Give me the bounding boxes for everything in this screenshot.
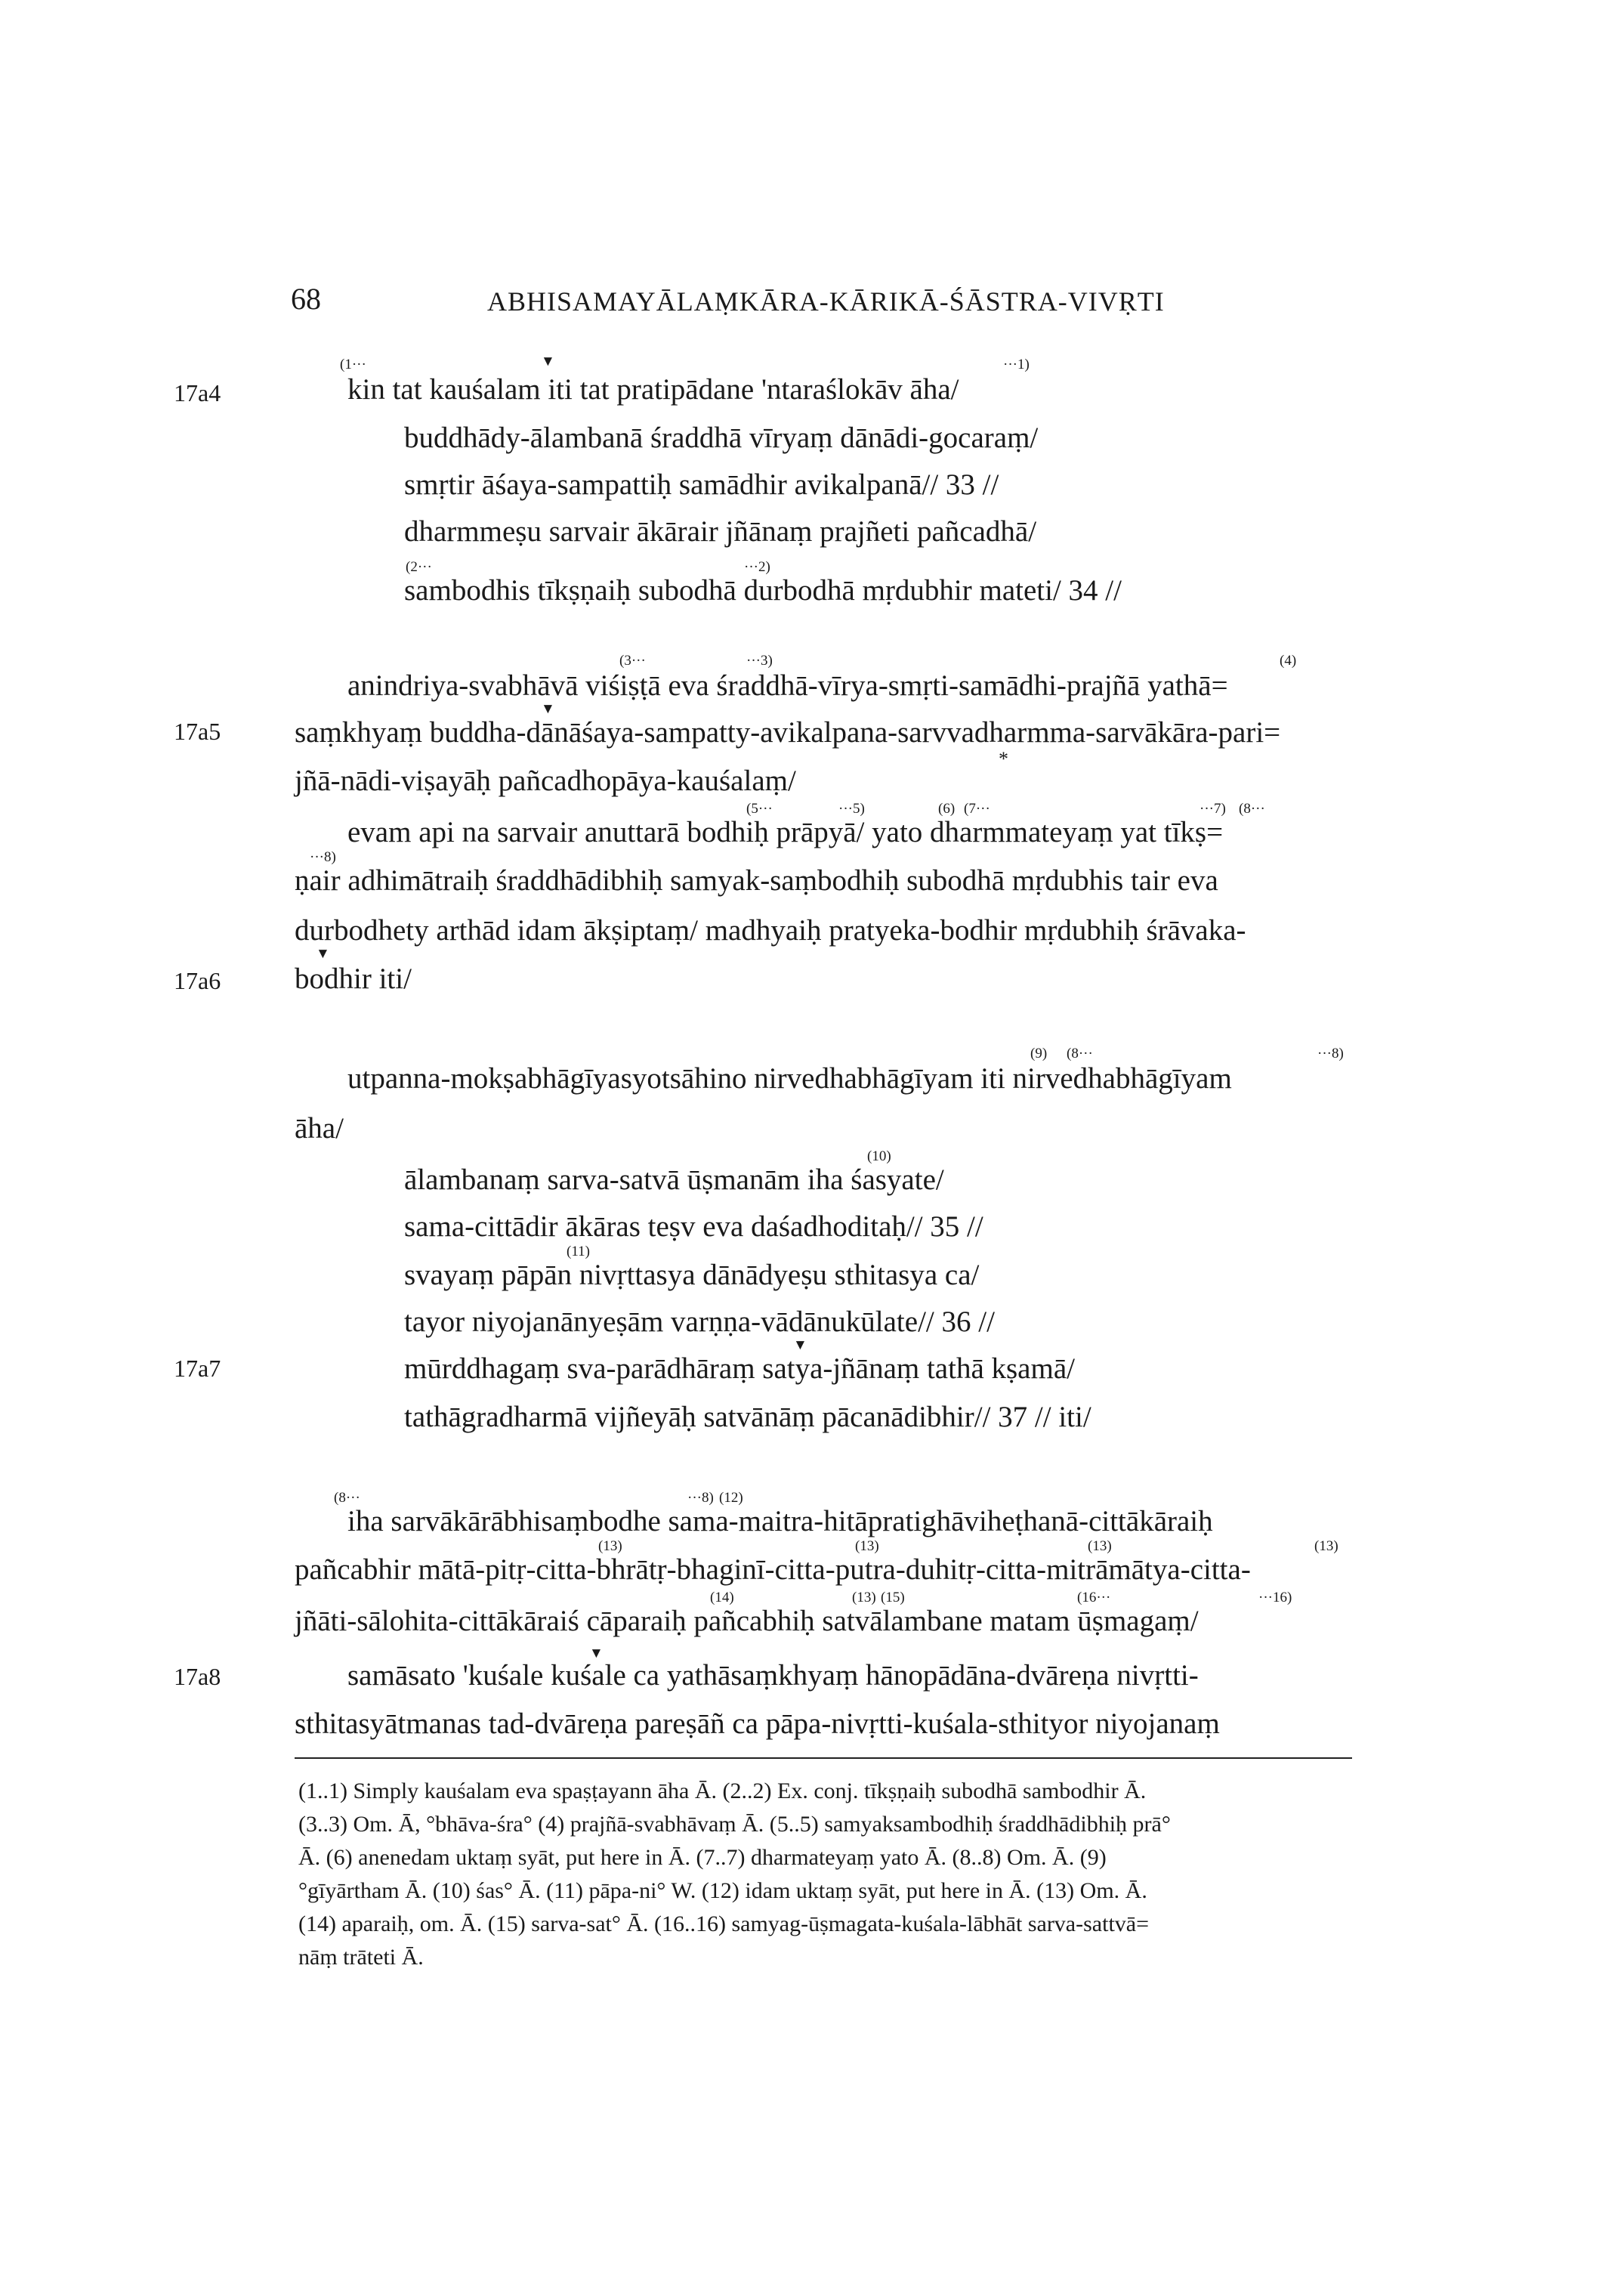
text-line: tathāgradharmā vijñeyāḥ satvānāṃ pācanādibhir// 37 // iti/ [404, 1401, 1091, 1433]
note-mark: ···7) [1199, 801, 1226, 817]
note-mark: (7··· [964, 801, 990, 817]
margin-ref: 17a6 [174, 967, 221, 994]
note-mark: (13) [598, 1538, 622, 1554]
margin-ref: 17a5 [174, 718, 221, 745]
text-line: evam api na sarvair anuttarā bodhiḥ prāpyā/ yato dharmmateyaṃ yat tīkṣ= [347, 816, 1224, 848]
text-line: jñā-nādi-viṣayāḥ pañcadhopāya-kauśalaṃ/ [295, 765, 796, 797]
text-line: ālambanaṃ sarva-satvā ūṣmanām iha śasyate/ [404, 1163, 944, 1196]
margin-ref: 17a4 [174, 379, 221, 406]
text-line: anindriya-svabhāvā viśiṣṭā eva śraddhā-vīrya-smṛti-samādhi-prajñā yathā= [347, 669, 1228, 702]
note-mark: (12) [719, 1490, 743, 1506]
note-mark: (16··· [1077, 1590, 1111, 1605]
text-line: ṇair adhimātraiḥ śraddhādibhiḥ samyak-saṃbodhiḥ subodhā mṛdubhis tair eva [295, 864, 1218, 897]
text-line: smṛtir āśaya-sampattiḥ samādhir avikalpanā// 33 // [404, 468, 999, 501]
text-line: tayor niyojanānyeṣām varṇṇa-vādānukūlate// 36 // [404, 1306, 995, 1338]
note-mark: ···5) [838, 801, 865, 817]
footnote-line: °gīyārtham Ā. (10) śas° Ā. (11) pāpa-ni° W. (12) idam uktaṃ syāt, put here in Ā. (13) Om. Ā. [298, 1878, 1147, 1903]
note-mark: (3··· [619, 653, 646, 669]
note-mark: ▼ [316, 946, 330, 962]
page-title: ABHISAMAYĀLAṂKĀRA-KĀRIKĀ-ŚĀSTRA-VIVṚTI [487, 286, 1165, 317]
text-line: pañcabhir mātā-pitṛ-citta-bhrātṛ-bhaginī-citta-putra-duhitṛ-citta-mitrāmātya-citta- [295, 1553, 1251, 1586]
text-line: samāsato 'kuśale kuśale ca yathāsaṃkhyaṃ hānopādāna-dvāreṇa nivṛtti- [347, 1659, 1199, 1692]
note-mark: (15) [881, 1590, 905, 1605]
note-mark: (13) [855, 1538, 879, 1554]
star: * [999, 748, 1008, 770]
note-mark: (8··· [334, 1490, 360, 1506]
text-line: buddhādy-ālambanā śraddhā vīryaṃ dānādi-gocaraṃ/ [404, 422, 1039, 454]
note-mark: ···1) [1003, 357, 1030, 372]
note-mark: (8··· [1239, 801, 1265, 817]
footnote-rule [295, 1757, 1352, 1759]
note-mark: (9) [1030, 1046, 1048, 1061]
note-mark: (13) [852, 1590, 876, 1605]
text-line: sama-cittādir ākāras teṣv eva daśadhoditaḥ// 35 // [404, 1210, 983, 1243]
note-mark: (2··· [406, 559, 432, 575]
margin-ref: 17a8 [174, 1663, 221, 1690]
text-line: iha sarvākārābhisaṃbodhe sama-maitra-hitāpratighāviheṭhanā-cittākāraiḥ [347, 1505, 1213, 1537]
note-mark: ···3) [746, 653, 773, 669]
text-line: utpanna-mokṣabhāgīyasyotsāhino nirvedhabhāgīyam iti nirvedhabhāgīyam [347, 1062, 1232, 1095]
note-mark: ▼ [541, 701, 555, 717]
note-mark: (13) [1314, 1538, 1338, 1554]
note-mark: ▼ [541, 354, 555, 369]
note-mark: ▼ [793, 1337, 807, 1353]
text-line: durbodhety arthād idam ākṣiptaṃ/ madhyaiḥ pratyeka-bodhir mṛdubhiḥ śrāvaka- [295, 914, 1246, 947]
footnote-line: (3..3) Om. Ā, °bhāva-śra° (4) prajñā-svabhāvaṃ Ā. (5..5) samyaksambodhiḥ śraddhādibhiḥ prā° [298, 1812, 1171, 1837]
footnote-line: (1..1) Simply kauśalam eva spaṣṭayann āha Ā. (2..2) Ex. conj. tīkṣṇaiḥ subodhā sambodhir Ā. [298, 1778, 1147, 1803]
note-mark: (5··· [746, 801, 773, 817]
footnote-line: (14) aparaiḥ, om. Ā. (15) sarva-sat° Ā. (16..16) samyag-ūṣmagata-kuśala-lābhāt sarva-sattvā= [298, 1911, 1150, 1936]
note-mark: ···8) [687, 1490, 714, 1506]
text-line: āha/ [295, 1112, 344, 1145]
text-line: dharmmeṣu sarvair ākārair jñānaṃ prajñeti pañcadhā/ [404, 515, 1037, 548]
note-mark: (11) [567, 1244, 590, 1259]
note-mark: (8··· [1067, 1046, 1093, 1061]
note-mark: (14) [710, 1590, 734, 1605]
page-number: 68 [291, 282, 321, 316]
text-line: saṃkhyaṃ buddha-dānāśaya-sampatty-avikalpana-sarvvadharmma-sarvākāra-pari= [295, 716, 1281, 749]
note-mark: (1··· [340, 357, 366, 372]
note-mark: (13) [1088, 1538, 1112, 1554]
footnote-line: Ā. (6) anenedam uktaṃ syāt, put here in Ā. (7..7) dharmateyaṃ yato Ā. (8..8) Om. Ā. (9) [298, 1845, 1107, 1870]
note-mark: (6) [938, 801, 956, 817]
footnote-line: nāṃ trāteti Ā. [298, 1945, 424, 1970]
note-mark: ···8) [310, 849, 336, 865]
note-mark: ···2) [744, 559, 770, 575]
text-line: svayaṃ pāpān nivṛttasya dānādyeṣu sthitasya ca/ [404, 1259, 980, 1291]
text-line: kin tat kauśalam iti tat pratipādane 'ntaraślokāv āha/ [347, 373, 959, 406]
note-mark: (10) [867, 1148, 891, 1164]
note-mark: ···16) [1258, 1590, 1292, 1605]
note-mark: ▼ [589, 1646, 604, 1661]
text-line: bodhir iti/ [295, 963, 412, 995]
note-mark: (4) [1280, 653, 1297, 669]
text-line: mūrddhagaṃ sva-parādhāraṃ satya-jñānaṃ tathā kṣamā/ [404, 1352, 1075, 1385]
text-line: jñāti-sālohita-cittākāraiś cāparaiḥ pañcabhiḥ satvālambane matam ūṣmagaṃ/ [295, 1605, 1199, 1637]
note-mark: ···8) [1317, 1046, 1344, 1061]
margin-ref: 17a7 [174, 1355, 221, 1382]
text-line: sthitasyātmanas tad-dvāreṇa pareṣāñ ca pāpa-nivṛtti-kuśala-sthityor niyojanaṃ [295, 1707, 1220, 1740]
text-line: sambodhis tīkṣṇaiḥ subodhā durbodhā mṛdubhir mateti/ 34 // [404, 574, 1122, 607]
